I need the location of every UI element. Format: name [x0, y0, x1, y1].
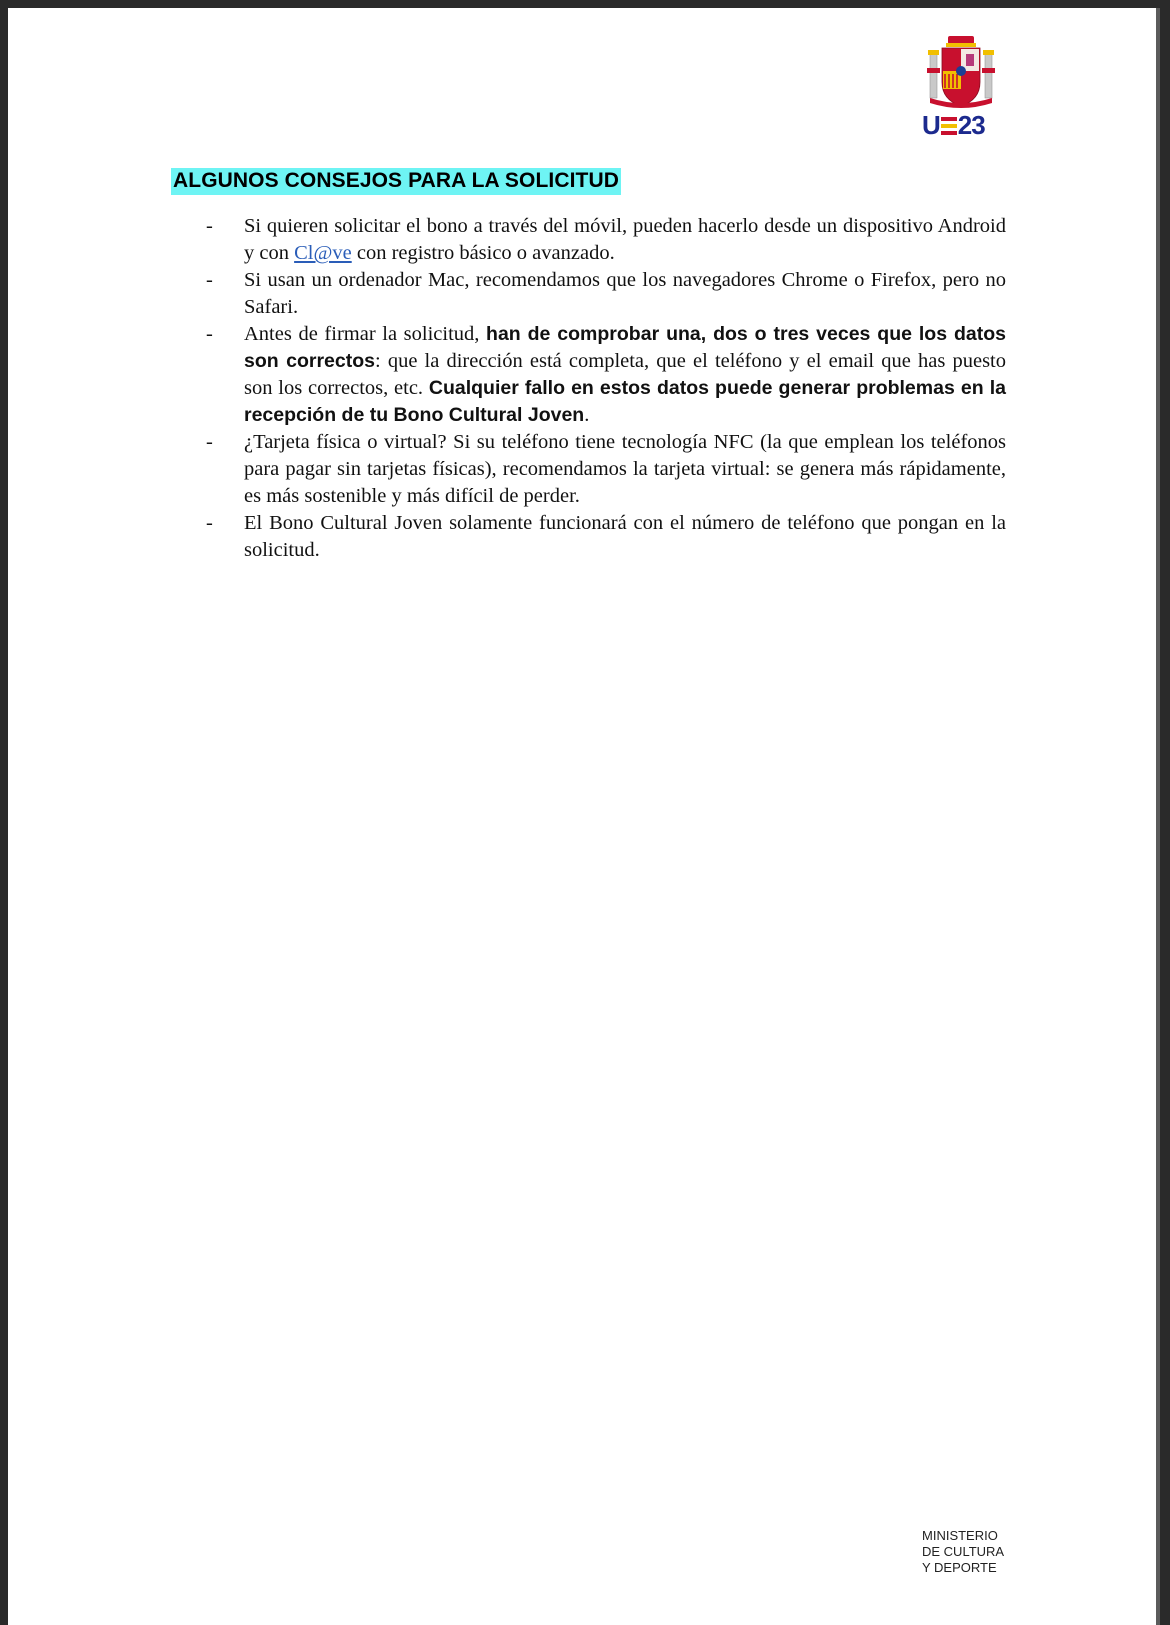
logo-text: U 23 — [922, 110, 985, 140]
tips-list — [206, 213, 1006, 564]
list-item: - El Bono Cultural Joven solamente funcionará con el número de teléfono que pongan en la solicitud. — [206, 512, 1006, 561]
list-bullet: - — [206, 323, 213, 345]
list-item: - ¿Tarjeta física o virtual? Si su teléfono tiene tecnología NFC (la que emplean los teléfonos para pagar sin tarjetas físicas), recomendamos la tarjeta virtual: se genera más rápidamente, es más sostenible y más difícil de perder. — [206, 431, 1006, 507]
list-item: - Antes de firmar la solicitud, han de comprobar una, dos o tres veces que los datos son correctos: que la dirección está completa, que el teléfono y el email que has puesto son los correctos, etc. Cualquier fallo en estos datos puede generar problemas en la recepción de tu Bono Cultural Joven. — [206, 323, 1007, 426]
list-item: - Si usan un ordenador Mac, recomendamos que los navegadores Chrome o Firefox, pero no Safari. — [206, 269, 1006, 318]
bold-warning: Cualquier fallo en estos datos puede generar problemas en la recepción de tu Bono Cultural Joven — [244, 377, 1007, 426]
list-bullet: - — [206, 512, 213, 534]
list-bullet: - — [206, 215, 213, 237]
coat-of-arms-icon — [926, 34, 996, 112]
document-page — [8, 8, 1160, 1625]
ministry-footer: MINISTERIO DE CULTURA Y DEPORTE — [922, 1528, 1005, 1575]
clave-link[interactable]: Cl@ve — [294, 242, 352, 264]
flag-bars-icon — [941, 117, 957, 135]
list-bullet: - — [206, 431, 213, 453]
page-title: ALGUNOS CONSEJOS PARA LA SOLICITUD — [171, 168, 621, 195]
bold-warning: han de comprobar una, dos o tres veces que los datos son correctos — [244, 323, 1006, 372]
list-bullet: - — [206, 269, 213, 291]
ue23-logo — [920, 30, 1000, 138]
list-item: - Si quieren solicitar el bono a través del móvil, pueden hacerlo desde un dispositivo Android y con Cl@ve con registro básico o avanzado. — [206, 215, 1006, 264]
